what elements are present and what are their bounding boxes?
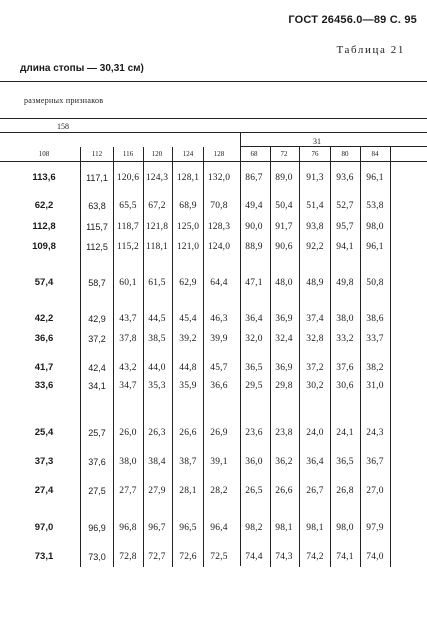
table-cell: 26,7 xyxy=(306,486,324,496)
table-cell: 26,6 xyxy=(275,486,293,496)
group-divider xyxy=(240,132,241,146)
table-cell: 27,5 xyxy=(88,486,106,496)
table-cell: 32,0 xyxy=(245,334,263,344)
table-cell: 39,1 xyxy=(210,457,228,467)
table-cell: 96,8 xyxy=(119,523,137,533)
table-cell: 29,5 xyxy=(245,381,263,391)
table-cell: 24,3 xyxy=(366,428,384,438)
column-header: 116 xyxy=(122,150,134,158)
table-cell: 98,0 xyxy=(336,523,354,533)
table-cell: 109,8 xyxy=(32,241,56,252)
table-cell: 32,8 xyxy=(306,334,324,344)
table-cell: 72,7 xyxy=(148,552,166,562)
subtitle-rule xyxy=(0,81,427,82)
table-cell: 42,2 xyxy=(34,313,54,324)
table-cell: 48,9 xyxy=(306,278,324,288)
table-cell: 38,0 xyxy=(336,314,354,324)
table-cell: 25,4 xyxy=(34,427,54,438)
table-cell: 30,2 xyxy=(306,381,324,391)
table-cell: 118,1 xyxy=(145,242,169,252)
table-cell: 23,6 xyxy=(245,428,263,438)
column-header: 120 xyxy=(151,150,163,158)
table-cell: 24,0 xyxy=(306,428,324,438)
column-header: 84 xyxy=(371,150,379,158)
table-cell: 26,3 xyxy=(148,428,166,438)
table-cell: 97,9 xyxy=(366,523,384,533)
table-cell: 38,4 xyxy=(148,457,166,467)
table-cell: 36,4 xyxy=(306,457,324,467)
table-cell: 34,7 xyxy=(119,381,137,391)
standard-code: ГОСТ 26456.0—89 С. 95 xyxy=(288,14,417,26)
table-cell: 42,9 xyxy=(88,314,106,324)
table-cell: 23,8 xyxy=(275,428,293,438)
table-cell: 43,7 xyxy=(119,314,137,324)
table-cell: 72,5 xyxy=(210,552,228,562)
table-cell: 62,2 xyxy=(34,200,54,211)
table-cell: 115,2 xyxy=(116,242,140,252)
table-cell: 128,3 xyxy=(207,222,231,232)
table-cell: 33,7 xyxy=(366,334,384,344)
table-cell: 39,2 xyxy=(179,334,197,344)
table-cell: 36,6 xyxy=(210,381,228,391)
table-cell: 124,0 xyxy=(207,242,231,252)
table-cell: 45,7 xyxy=(210,363,228,373)
table-cell: 96,1 xyxy=(366,242,384,252)
table-cell: 98,1 xyxy=(275,523,293,533)
table-top-rule xyxy=(0,118,427,119)
column-header: 112 xyxy=(91,150,103,158)
table-cell: 26,0 xyxy=(119,428,137,438)
table-cell: 50,4 xyxy=(275,201,293,211)
table-cell: 32,4 xyxy=(275,334,293,344)
table-cell: 120,6 xyxy=(116,173,140,183)
table-cell: 36,7 xyxy=(366,457,384,467)
table-cell: 44,5 xyxy=(148,314,166,324)
table-cell: 33,6 xyxy=(34,380,54,391)
table-cell: 27,4 xyxy=(34,485,54,496)
table-cell: 26,9 xyxy=(210,428,228,438)
table-cell: 121,8 xyxy=(145,222,169,232)
table-cell: 38,0 xyxy=(119,457,137,467)
table-cell: 51,4 xyxy=(306,201,324,211)
table-cell: 98,2 xyxy=(245,523,263,533)
table-label: Таблица 21 xyxy=(336,44,405,56)
column-header: 124 xyxy=(182,150,194,158)
group-header-right: 31 xyxy=(313,137,321,146)
table-cell: 95,7 xyxy=(336,222,354,232)
table-cell: 88,9 xyxy=(245,242,263,252)
table-cell: 96,1 xyxy=(366,173,384,183)
column-divider xyxy=(80,147,81,567)
table-cell: 49,4 xyxy=(245,201,263,211)
table-cell: 27,7 xyxy=(119,486,137,496)
table-cell: 39,9 xyxy=(210,334,228,344)
table-cell: 112,5 xyxy=(86,242,108,252)
table-cell: 49,8 xyxy=(336,278,354,288)
table-cell: 91,7 xyxy=(275,222,293,232)
column-header: 68 xyxy=(250,150,258,158)
column-header-rule xyxy=(0,161,427,162)
table-cell: 96,7 xyxy=(148,523,166,533)
table-cell: 121,0 xyxy=(176,242,200,252)
table-cell: 31,0 xyxy=(366,381,384,391)
table-cell: 46,3 xyxy=(210,314,228,324)
table-cell: 50,8 xyxy=(366,278,384,288)
table-cell: 113,6 xyxy=(32,172,56,183)
table-cell: 41,7 xyxy=(34,362,54,373)
table-cell: 64,4 xyxy=(210,278,228,288)
table-cell: 29,8 xyxy=(275,381,293,391)
table-cell: 98,1 xyxy=(306,523,324,533)
table-cell: 115,7 xyxy=(86,222,108,232)
table-cell: 118,7 xyxy=(116,222,140,232)
table-cell: 74,0 xyxy=(366,552,384,562)
table-cell: 36,9 xyxy=(275,314,293,324)
table-cell: 58,7 xyxy=(88,278,106,288)
table-cell: 37,8 xyxy=(119,334,137,344)
subgroup-rule xyxy=(240,146,427,147)
table-cell: 74,1 xyxy=(336,552,354,562)
table-cell: 43,2 xyxy=(119,363,137,373)
table-cell: 44,8 xyxy=(179,363,197,373)
table-cell: 68,9 xyxy=(179,201,197,211)
table-cell: 36,4 xyxy=(245,314,263,324)
table-cell: 94,1 xyxy=(336,242,354,252)
table-cell: 74,3 xyxy=(275,552,293,562)
table-cell: 28,2 xyxy=(210,486,228,496)
table-cell: 86,7 xyxy=(245,173,263,183)
column-header: 80 xyxy=(341,150,349,158)
table-cell: 52,7 xyxy=(336,201,354,211)
table-cell: 25,7 xyxy=(88,428,106,438)
table-cell: 63,8 xyxy=(88,201,106,211)
column-divider xyxy=(390,147,391,567)
table-cell: 72,6 xyxy=(179,552,197,562)
table-cell: 98,0 xyxy=(366,222,384,232)
table-cell: 36,6 xyxy=(34,333,54,344)
table-cell: 74,2 xyxy=(306,552,324,562)
column-header: 128 xyxy=(213,150,225,158)
table-cell: 44,0 xyxy=(148,363,166,373)
table-cell: 97,0 xyxy=(34,522,54,533)
table-cell: 65,5 xyxy=(119,201,137,211)
table-cell: 38,5 xyxy=(148,334,166,344)
table-cell: 37,6 xyxy=(336,363,354,373)
table-cell: 74,4 xyxy=(245,552,263,562)
table-cell: 26,5 xyxy=(245,486,263,496)
table-cell: 36,5 xyxy=(245,363,263,373)
table-cell: 27,0 xyxy=(366,486,384,496)
table-cell: 57,4 xyxy=(34,277,54,288)
table-cell: 45,4 xyxy=(179,314,197,324)
table-cell: 67,2 xyxy=(148,201,166,211)
table-cell: 38,2 xyxy=(366,363,384,373)
table-cell: 96,5 xyxy=(179,523,197,533)
table-cell: 48,0 xyxy=(275,278,293,288)
table-cell: 35,3 xyxy=(148,381,166,391)
column-header: 72 xyxy=(280,150,288,158)
table-caption: размерных признаков xyxy=(24,96,104,105)
table-cell: 37,2 xyxy=(88,334,106,344)
table-cell: 125,0 xyxy=(176,222,200,232)
table-cell: 132,0 xyxy=(207,173,231,183)
table-cell: 37,6 xyxy=(88,457,106,467)
table-cell: 34,1 xyxy=(88,381,106,391)
table-cell: 38,6 xyxy=(366,314,384,324)
group-header-left: 158 xyxy=(57,122,69,131)
table-cell: 24,1 xyxy=(336,428,354,438)
table-cell: 26,6 xyxy=(179,428,197,438)
table-cell: 33,2 xyxy=(336,334,354,344)
table-cell: 124,3 xyxy=(145,173,169,183)
table-cell: 112,8 xyxy=(32,221,56,232)
table-cell: 128,1 xyxy=(176,173,200,183)
table-cell: 38,7 xyxy=(179,457,197,467)
table-cell: 62,9 xyxy=(179,278,197,288)
table-subtitle: длина стопы — 30,31 см) xyxy=(20,63,144,74)
table-cell: 60,1 xyxy=(119,278,137,288)
table-cell: 47,1 xyxy=(245,278,263,288)
table-cell: 73,1 xyxy=(34,551,54,562)
table-cell: 92,2 xyxy=(306,242,324,252)
table-cell: 70,8 xyxy=(210,201,228,211)
table-cell: 36,0 xyxy=(245,457,263,467)
table-cell: 28,1 xyxy=(179,486,197,496)
table-cell: 37,4 xyxy=(306,314,324,324)
table-cell: 42,4 xyxy=(88,363,106,373)
table-cell: 96,4 xyxy=(210,523,228,533)
table-cell: 90,0 xyxy=(245,222,263,232)
table-cell: 61,5 xyxy=(148,278,166,288)
table-cell: 89,0 xyxy=(275,173,293,183)
table-cell: 37,3 xyxy=(34,456,54,467)
table-cell: 91,3 xyxy=(306,173,324,183)
table-cell: 117,1 xyxy=(86,173,108,183)
table-cell: 36,9 xyxy=(275,363,293,373)
table-cell: 26,8 xyxy=(336,486,354,496)
column-header: 108 xyxy=(38,150,50,158)
column-header: 76 xyxy=(311,150,319,158)
table-cell: 53,8 xyxy=(366,201,384,211)
table-cell: 73,0 xyxy=(88,552,106,562)
table-cell: 27,9 xyxy=(148,486,166,496)
table-cell: 36,2 xyxy=(275,457,293,467)
table-cell: 93,6 xyxy=(336,173,354,183)
table-cell: 72,8 xyxy=(119,552,137,562)
table-cell: 37,2 xyxy=(306,363,324,373)
table-cell: 93,8 xyxy=(306,222,324,232)
group-header-rule xyxy=(0,132,427,133)
table-cell: 30,6 xyxy=(336,381,354,391)
table-cell: 96,9 xyxy=(88,523,106,533)
table-cell: 35,9 xyxy=(179,381,197,391)
table-cell: 36,5 xyxy=(336,457,354,467)
table-cell: 90,6 xyxy=(275,242,293,252)
